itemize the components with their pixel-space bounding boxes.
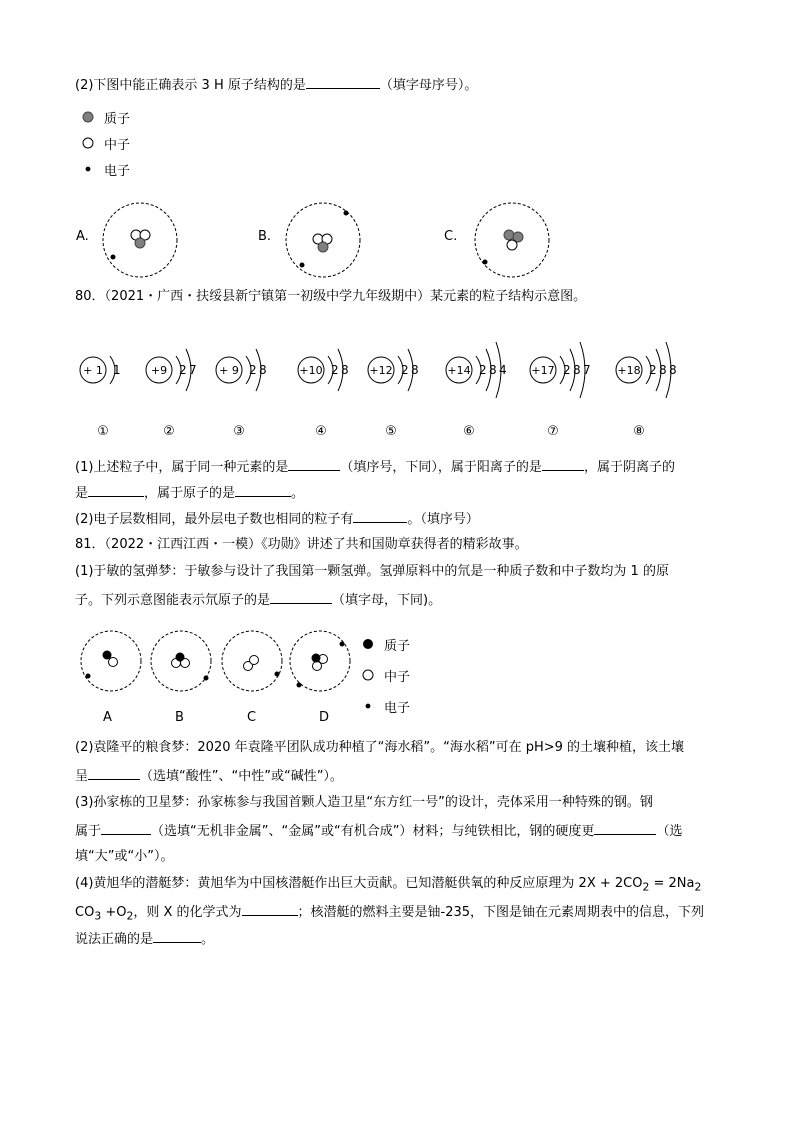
atom-diagram-c	[472, 200, 562, 280]
nucleus-charge: + 1	[83, 364, 103, 377]
particle-diagram	[298, 349, 349, 439]
deuterium-blank[interactable]	[270, 589, 332, 604]
q80-part1-line1: (1)上述粒子中，属于同一种元素的是 （填序号，下同），属于阳离子的是 ，属于阴离子的	[75, 456, 675, 478]
deuterium-option-c	[219, 628, 291, 700]
nucleus-charge: +9	[150, 364, 168, 377]
nucleus-charge: +17	[531, 364, 555, 377]
particle-diagram	[146, 349, 197, 439]
nucleus-charge: +12	[369, 364, 393, 377]
q81-part4-line3: 说法正确的是 。	[75, 928, 214, 950]
particle-number-label: ⑥	[463, 424, 475, 439]
shell-electron-count: 2	[563, 363, 571, 377]
option-c-label: C	[247, 710, 257, 725]
neutron-icon	[362, 668, 376, 682]
particle-diagram	[368, 349, 419, 439]
particle-number-label: ①	[97, 424, 109, 439]
q81-stem: 81．（2022・江西江西・一模）《功勋》讲述了共和国勋章获得者的精彩故事。	[75, 537, 528, 552]
q81-part1-line2: 子。下列示意图能表示氘原子的是 （填字母，下同)。	[75, 589, 441, 611]
q81-part3-line2: 属于 （选填“无机非金属”、“金属”或“有机合成”）材料；与纯铁相比，钢的硬度更 （选	[75, 820, 682, 842]
shell-electron-count: 2	[179, 363, 187, 377]
material-blank[interactable]	[101, 820, 151, 835]
same-shell-blank[interactable]	[353, 508, 407, 523]
shell-electron-count: 2	[331, 363, 339, 377]
shell-electron-count: 8	[411, 363, 419, 377]
electron-icon	[82, 162, 96, 176]
q81-part3-line1: (3)孙家栋的卫星梦：孙家栋参与我国首颗人造卫星“东方红一号”的设计，壳体采用一种特殊的钢。钢	[75, 795, 653, 810]
shell-electron-count: 4	[499, 363, 507, 377]
q81-part4-line1: (4)黄旭华的潜艇梦：黄旭华为中国核潜艇作出巨大贡献。已知潜艇供氧的种反应原理为 $2X + 2CO_2 = 2Na_2$	[75, 876, 702, 894]
option-b-label: B.	[258, 229, 272, 244]
q80-part2: (2)电子层数相同，最外层电子数也相同的粒子有 。（填序号）	[75, 508, 479, 530]
answer-blank[interactable]	[306, 74, 380, 89]
same-element-blank[interactable]	[288, 456, 340, 471]
shell-electron-count: 8	[489, 363, 497, 377]
cation-blank[interactable]	[542, 456, 584, 471]
q81-part2-line1: (2)袁隆平的粮食梦：2020 年袁隆平团队成功种植了“海水稻”。“海水稻”可在 pH>9 的土壤种植，该土壤	[75, 740, 685, 755]
q81-part1-line1: (1)于敏的氢弹梦：于敏参与设计了我国第一颗氢弹。氢弹原料中的氘是一种质子数和中子数均为 1 的原	[75, 564, 669, 579]
electron-icon	[362, 699, 376, 713]
soil-blank[interactable]	[88, 765, 140, 780]
shell-electron-count: 8	[573, 363, 581, 377]
particle-number-label: ⑤	[385, 424, 397, 439]
particle-number-label: ②	[163, 424, 175, 439]
option-a-label: A	[103, 710, 112, 725]
shell-electron-count: 7	[583, 363, 591, 377]
q81-part3-line3: 填“大”或“小”）。	[75, 849, 174, 864]
formula-blank[interactable]	[242, 901, 298, 916]
shell-electron-count: 2	[249, 363, 257, 377]
q81-part2-line2: 呈 （选填“酸性”、“中性”或“碱性”）。	[75, 765, 343, 787]
atom-diagram-a	[100, 200, 190, 280]
neutron-icon	[82, 136, 96, 150]
nucleus-charge: +18	[617, 364, 641, 377]
shell-electron-count: 2	[401, 363, 409, 377]
nucleus-charge: +14	[447, 364, 471, 377]
particle-diagram	[616, 342, 677, 439]
particle-diagram	[216, 349, 267, 439]
q79-part2-text: (2)下图中能正确表示 3 H 原子结构的是 （填字母序号）。	[75, 74, 477, 96]
proton-icon	[82, 110, 96, 124]
uranium-blank[interactable]	[153, 928, 201, 943]
option-b-label: B	[175, 710, 184, 725]
option-a-label: A.	[76, 229, 89, 244]
option-c-label: C.	[444, 229, 458, 244]
deuterium-option-a	[78, 628, 150, 700]
particle-number-label: ⑧	[633, 424, 645, 439]
particle-number-label: ④	[315, 424, 327, 439]
nucleus-charge: + 9	[219, 364, 239, 377]
particle-diagram	[446, 342, 507, 439]
q80-stem: 80．（2021・广西・扶绥县新宁镇第一初级中学九年级期中）某元素的粒子结构示意图。	[75, 289, 587, 304]
hardness-blank[interactable]	[594, 820, 656, 835]
atom-diagram-b	[283, 200, 373, 280]
particle-diagram	[80, 356, 121, 439]
anion-blank[interactable]	[88, 482, 144, 497]
shell-electron-count: 7	[189, 363, 197, 377]
q81-part4-line2: $CO_3 +O_2$，则 X 的化学式为 ；核潜艇的燃料主要是铀-235，下图是铀在元素周期表中的信息，下列	[75, 901, 704, 927]
deuterium-option-b	[148, 628, 220, 700]
nucleus-charge: +10	[299, 364, 323, 377]
shell-electron-count: 1	[113, 363, 121, 377]
particle-number-label: ③	[233, 424, 245, 439]
deuterium-option-d	[287, 628, 359, 700]
shell-electron-count: 8	[669, 363, 677, 377]
proton-icon	[362, 637, 376, 651]
shell-electron-count: 2	[479, 363, 487, 377]
particle-number-label: ⑦	[547, 424, 559, 439]
shell-electron-count: 8	[659, 363, 667, 377]
shell-electron-count: 8	[259, 363, 267, 377]
particle-structure-diagrams	[70, 318, 730, 442]
option-d-label: D	[319, 710, 330, 725]
atom-blank[interactable]	[235, 482, 291, 497]
q80-part1-line2: 是 ，属于原子的是 。	[75, 482, 304, 504]
particle-diagram	[530, 342, 591, 439]
shell-electron-count: 2	[649, 363, 657, 377]
shell-electron-count: 8	[341, 363, 349, 377]
